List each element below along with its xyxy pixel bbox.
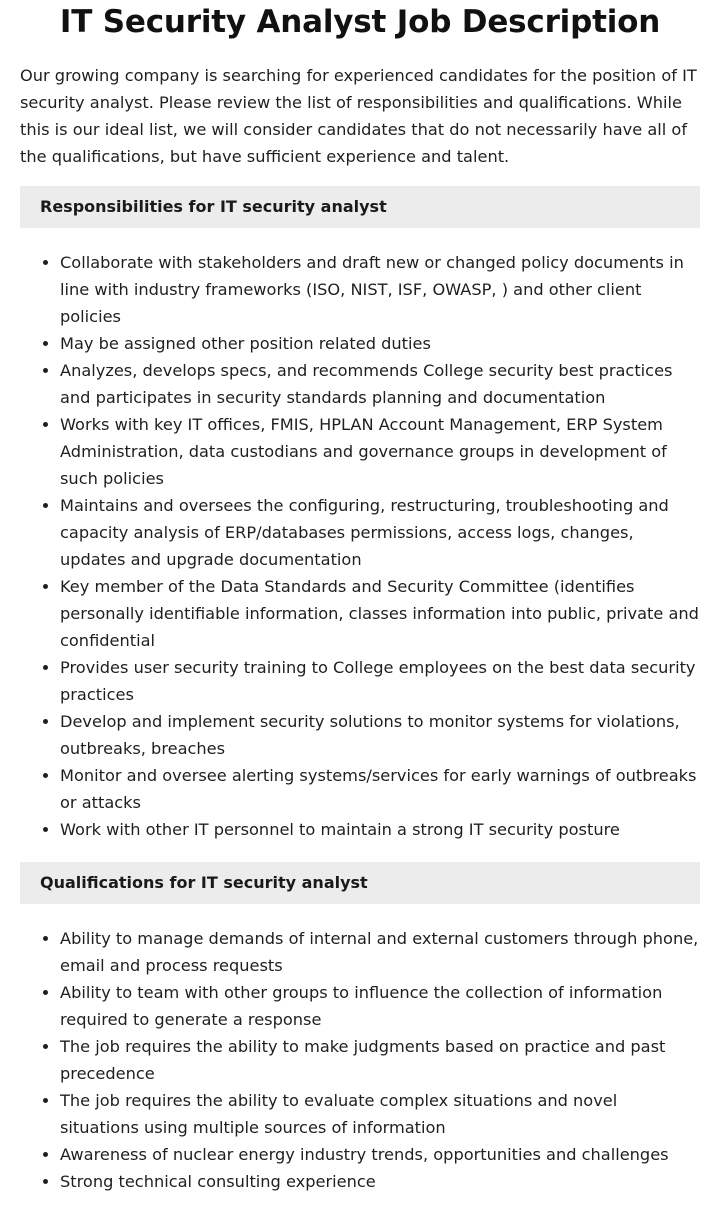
list-item: • Key member of the Data Standards and Security Committee (identifies personally identifiable information, classes information into public, private and confidential bbox=[60, 573, 700, 654]
list-item: • Analyzes, develops specs, and recommends College security best practices and participates in security standards planning and documentation bbox=[60, 357, 700, 411]
qualifications-heading: Qualifications for IT security analyst bbox=[20, 862, 700, 904]
list-item: • The job requires the ability to make judgments based on practice and past precedence bbox=[60, 1033, 700, 1087]
list-item: • May be assigned other position related duties bbox=[60, 330, 700, 357]
intro-paragraph: Our growing company is searching for experienced candidates for the position of IT security analyst. Please review the list of responsibilities and qualifications. While this is our ideal list, we will consider candidates that do not necessarily have all of the qualifications, but have sufficient experience and talent. bbox=[20, 66, 697, 166]
list-item: • Works with key IT offices, FMIS, HPLAN Account Management, ERP System Administration, data custodians and governance groups in development of such policies bbox=[60, 411, 700, 492]
list-item: • Collaborate with stakeholders and draft new or changed policy documents in line with industry frameworks (ISO, NIST, ISF, OWASP, ) and other client policies bbox=[60, 249, 700, 330]
list-item: • Ability to manage demands of internal and external customers through phone, email and process requests bbox=[60, 925, 700, 979]
list-item: • The job requires the ability to evaluate complex situations and novel situations using multiple sources of information bbox=[60, 1087, 700, 1141]
list-item: • Strong technical consulting experience bbox=[60, 1168, 700, 1195]
page-title: IT Security Analyst Job Description bbox=[59, 4, 661, 40]
qualifications-list bbox=[20, 925, 700, 1195]
list-item: • Maintains and oversees the configuring, restructuring, troubleshooting and capacity analysis of ERP/databases permissions, access logs, changes, updates and upgrade documentation bbox=[60, 492, 700, 573]
list-item: • Monitor and oversee alerting systems/services for early warnings of outbreaks or attacks bbox=[60, 762, 700, 816]
list-item: • Ability to team with other groups to influence the collection of information required to generate a response bbox=[60, 979, 700, 1033]
list-item: • Provides user security training to College employees on the best data security practices bbox=[60, 654, 700, 708]
list-item: • Awareness of nuclear energy industry trends, opportunities and challenges bbox=[60, 1141, 700, 1168]
list-item: • Develop and implement security solutions to monitor systems for violations, outbreaks, breaches bbox=[60, 708, 700, 762]
responsibilities-heading: Responsibilities for IT security analyst bbox=[20, 186, 700, 228]
responsibilities-list bbox=[20, 249, 700, 843]
list-item: • Work with other IT personnel to maintain a strong IT security posture bbox=[60, 816, 700, 843]
